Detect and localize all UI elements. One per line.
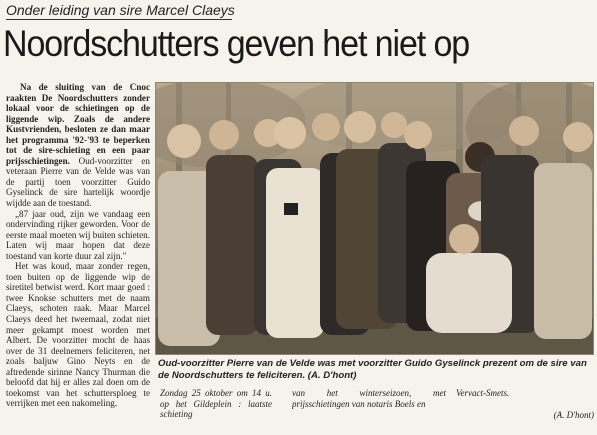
article-lead: Na de sluiting van de Cnoc raakten De Noordschutters zonder lokaal voor de schietingen op de liggende wip. Zoals de andere Kustvrienden, besloten ze dan maar het programma '92-'93 te beperken tot de sire-schieting en een paar prijsschietingen. (6, 82, 150, 166)
photo-caption: Oud-voorzitter Pierre van de Velde was met voorzitter Guido Gyselinck prezent om de sire van de Noordschutters te feliciteren. (A. D'hont) (158, 358, 587, 381)
kicker: Onder leiding van sire Marcel Claeys (6, 2, 235, 18)
article-lead-paragraph (6, 82, 150, 209)
bottom-column-2: van het winterseizoen, met prijsschietingen van notaris Boels en (292, 388, 446, 409)
article-paragraph-3: Het was koud, maar zonder regen, toen buiten op de liggende wip de siretitel betwist werd. Kort maar goed : twee Knokse schutters met de naam Claeys, schoten raak. Maar Marcel Claeys deed het tweemaal, zodat niet meer gekampt moest worden met Albert. De voorzitter mocht de haas over de 31 deelnemers feliciteren, net zoals baljuw Gino Neyts en de aftredende sirinne Nancy Thurman die beloofd dat hij er alles zal doen om de toekomst van het schuttersploeg te verrijken met een nakomeling. (6, 261, 150, 409)
bottom-column-3: Vervact-Smets. (456, 388, 510, 398)
bottom-column-1: Zondag 25 oktober om 14 u. op het Gildeplein : laatste schieting (160, 388, 272, 419)
group-photo (155, 82, 594, 355)
article-body (6, 82, 150, 416)
photo-credit: (A. D'hont) (553, 410, 594, 420)
article-paragraph-2: „87 jaar oud, zijn we vandaag een ondervinding rijker geworden. Voor de eerste maal moeten wij buiten schieten. Laten wij maar hopen dat deze toestand van korte duur zal zijn." (6, 208, 150, 261)
group-photo-illustration (156, 83, 593, 354)
headline: Noordschutters geven het niet op (3, 23, 470, 64)
article-paragraph-1: Oud-voorzitter en veteraan Pierre van de Velde was van de partij toen voorzitter Guido Gyselinck de sire hartelijk woordje wijdde aan de toestand. (6, 155, 150, 209)
